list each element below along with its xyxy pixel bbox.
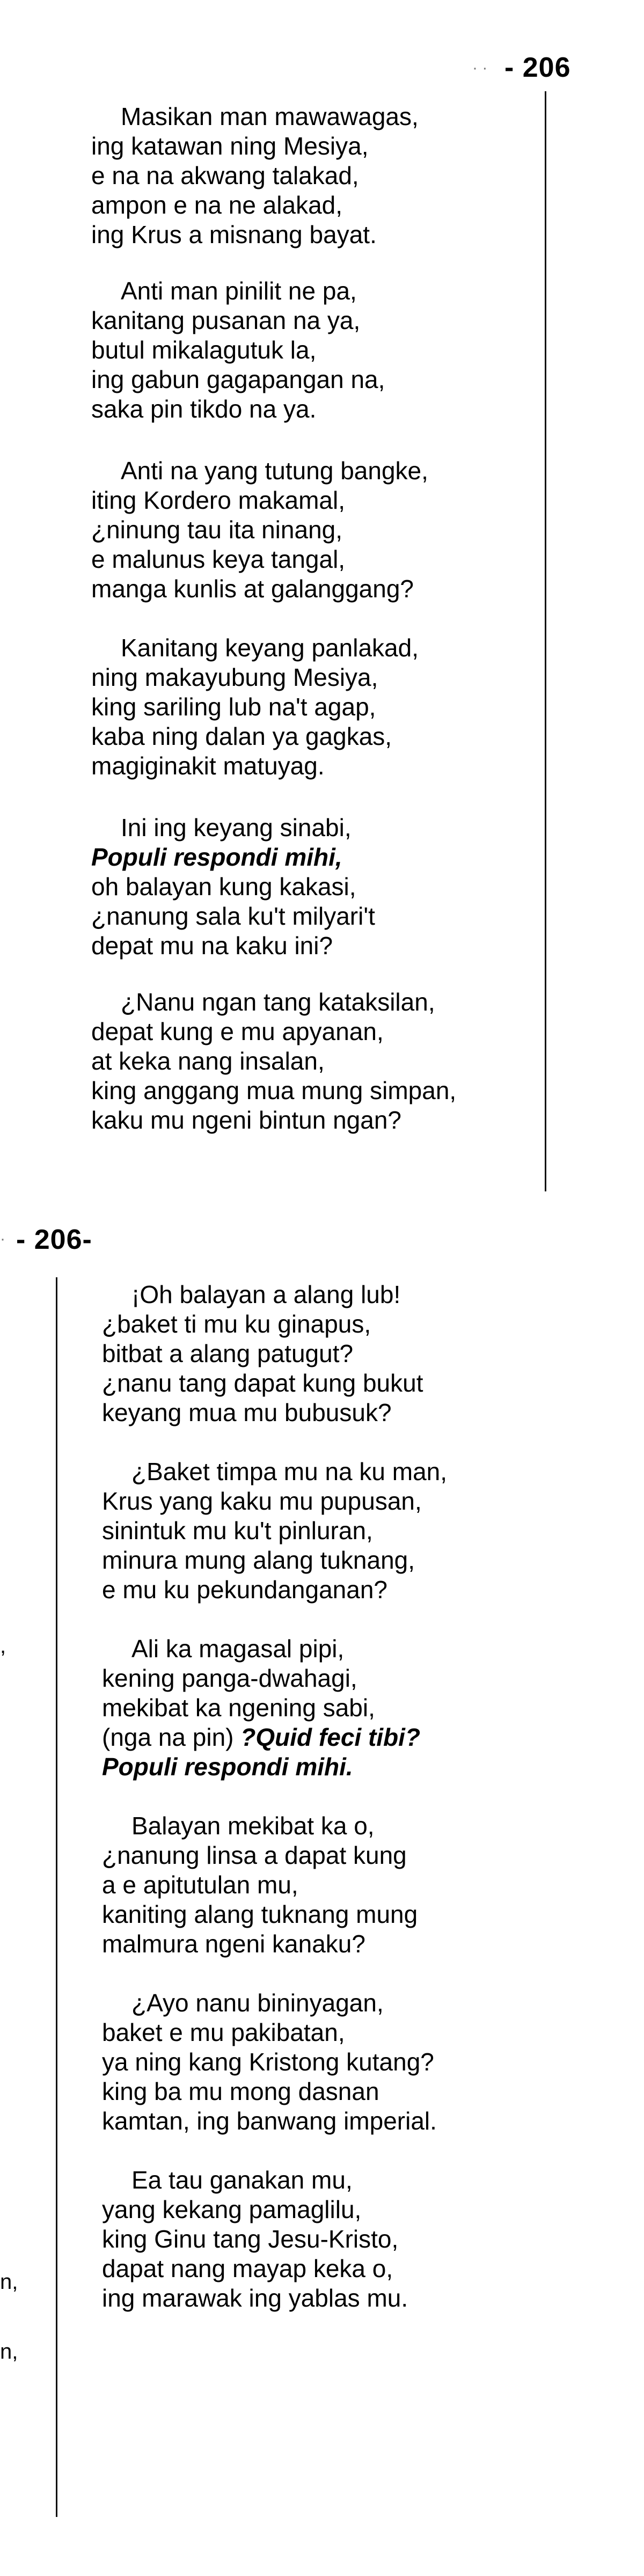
verse-line: king ba mu mong dasnan xyxy=(102,2077,379,2105)
stanza xyxy=(102,2165,408,2313)
page-number: - 206- xyxy=(16,1224,92,1255)
verse-line-emphasis: ?Quid feci tibi? xyxy=(240,1723,421,1751)
verse-line: king sariling lub na't agap, xyxy=(91,693,376,721)
verse-line: Balayan mekibat ka o, xyxy=(131,1812,375,1840)
verse-line: ¿Ayo nanu bininyagan, xyxy=(131,1989,384,2017)
verse-line: ing Krus a misnang bayat. xyxy=(91,221,377,248)
verse-line-plain: (nga na pin) xyxy=(102,1723,241,1751)
verse-line: minura mung alang tuknang, xyxy=(102,1546,415,1574)
stanza xyxy=(102,1457,447,1605)
verse-line: kanitang pusanan na ya, xyxy=(91,306,361,334)
verse-line: butul mikalagutuk la, xyxy=(91,336,317,364)
verse-line: kening panga-dwahagi, xyxy=(102,1664,357,1692)
stanza xyxy=(102,1811,418,1959)
verse-line: iting Kordero makamal, xyxy=(91,486,345,514)
verse-line: ¿Baket timpa mu na ku man, xyxy=(131,1458,448,1485)
verse-line: ning makayubung Mesiya, xyxy=(91,663,378,691)
verse-line: ing marawak ing yablas mu. xyxy=(102,2284,408,2312)
margin-mark: n, xyxy=(0,2270,18,2294)
verse-line: saka pin tikdo na ya. xyxy=(91,395,317,423)
stanza xyxy=(102,1634,420,1782)
verse-line: oh balayan kung kakasi, xyxy=(91,873,356,901)
verse-line: e malunus keya tangal, xyxy=(91,545,346,573)
verse-line: ¿nanung sala ku't milyari't xyxy=(91,902,375,930)
verse-line: king Ginu tang Jesu-Kristo, xyxy=(102,2225,399,2253)
page-top xyxy=(0,0,644,1197)
page-number-dots: · · xyxy=(472,59,488,77)
verse-line: e na na akwang talakad, xyxy=(91,162,359,189)
verse-line: keyang mua mu bubusuk? xyxy=(102,1399,392,1426)
verse-line: sinintuk mu ku't pinluran, xyxy=(102,1517,373,1545)
verse-line: kamtan, ing banwang imperial. xyxy=(102,2107,437,2135)
verse-line: ing katawan ning Mesiya, xyxy=(91,132,369,160)
stanza xyxy=(102,1280,423,1428)
stanza xyxy=(91,276,385,424)
verse-line: dapat nang mayap keka o, xyxy=(102,2255,393,2282)
verse-line: a e apitutulan mu, xyxy=(102,1871,298,1899)
verse-line: Populi respondi mihi. xyxy=(102,1753,353,1781)
stanza xyxy=(91,456,428,604)
verse-line: depat mu na kaku ini? xyxy=(91,932,333,960)
verse-line: e mu ku pekundanganan? xyxy=(102,1576,387,1604)
verse-line: ¿ninung tau ita ninang, xyxy=(91,516,343,544)
verse-line: Masikan man mawawagas, xyxy=(121,103,419,130)
verse-line: kaniting alang tuknang mung xyxy=(102,1900,418,1928)
verse-line: Populi respondi mihi, xyxy=(91,843,342,871)
verse-line: ¿Nanu ngan tang kataksilan, xyxy=(121,988,435,1016)
verse-line: ampon e na ne alakad, xyxy=(91,191,343,219)
verse-line: ya ning kang Kristong kutang? xyxy=(102,2048,434,2076)
verse-line: mekibat ka ngening sabi, xyxy=(102,1694,375,1722)
verse-line: ¿nanung linsa a dapat kung xyxy=(102,1841,407,1869)
stanza xyxy=(91,813,375,961)
verse-line: king anggang mua mung simpan, xyxy=(91,1077,457,1104)
verse-line: Ali ka magasal pipi, xyxy=(131,1635,345,1663)
margin-mark: n, xyxy=(0,2340,18,2363)
verse-line: yang kekang pamaglilu, xyxy=(102,2196,362,2223)
verse-line xyxy=(102,1723,420,1752)
verse-line: Ea tau ganakan mu, xyxy=(131,2166,353,2194)
verse-line: magiginakit matuyag. xyxy=(91,752,325,780)
verse-line: malmura ngeni kanaku? xyxy=(102,1930,365,1958)
verse-line: bitbat a alang patugut? xyxy=(102,1340,354,1367)
stanza xyxy=(102,1988,437,2136)
margin-mark: , xyxy=(0,1634,6,1658)
verse-line: Anti man pinilit ne pa, xyxy=(121,277,357,305)
verse-line: ¡Oh balayan a alang lub! xyxy=(131,1280,401,1308)
verse-line: Ini ing keyang sinabi, xyxy=(121,814,352,841)
verse-line: Krus yang kaku mu pupusan, xyxy=(102,1487,422,1515)
verse-line: at keka nang insalan, xyxy=(91,1047,325,1075)
column-rule xyxy=(56,1277,57,2517)
page-number: - 206 xyxy=(504,52,571,83)
page-number-dots: · xyxy=(0,1230,5,1248)
verse-line: ing gabun gagapangan na, xyxy=(91,365,385,393)
verse-line: ¿nanu tang dapat kung bukut xyxy=(102,1369,423,1397)
verse-line: Kanitang keyang panlakad, xyxy=(121,634,419,662)
verse-line: depat kung e mu apyanan, xyxy=(91,1018,384,1045)
verse-line: Anti na yang tutung bangke, xyxy=(121,457,428,485)
verse-line: baket e mu pakibatan, xyxy=(102,2018,345,2046)
stanza xyxy=(91,987,456,1135)
verse-line: ¿baket ti mu ku ginapus, xyxy=(102,1310,371,1338)
verse-line: kaku mu ngeni bintun ngan? xyxy=(91,1106,401,1134)
verse-line: kaba ning dalan ya gagkas, xyxy=(91,722,392,750)
stanza xyxy=(91,102,419,250)
verse-line: manga kunlis at galanggang? xyxy=(91,575,414,603)
column-rule xyxy=(545,91,546,1191)
page-bottom xyxy=(0,1197,644,2576)
stanza xyxy=(91,633,419,781)
